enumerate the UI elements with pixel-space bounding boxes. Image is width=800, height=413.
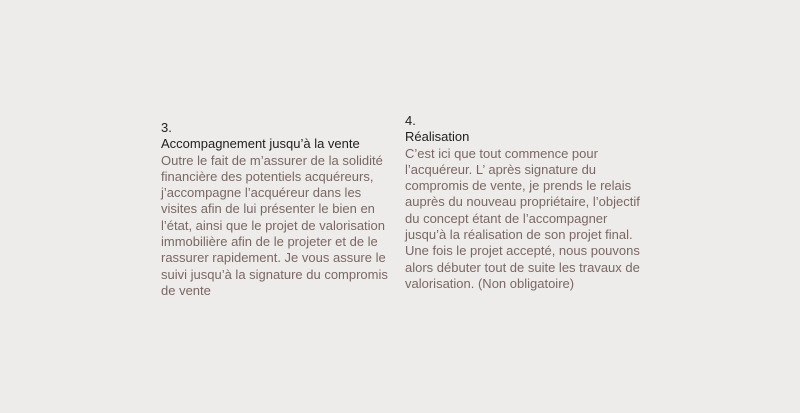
step-4-block xyxy=(405,113,640,292)
description-line: Une fois le projet accepté, nous pouvons xyxy=(405,243,640,259)
step-3-block xyxy=(161,120,391,299)
description-line: l’acquéreur. L’ après signature du xyxy=(405,161,597,177)
description-line: de vente xyxy=(161,282,211,298)
step-description xyxy=(405,145,640,293)
description-line: alors débuter tout de suite les travaux de xyxy=(405,259,640,275)
description-line: immobilière afin de le projeter et de le xyxy=(161,234,378,250)
description-line: jusqu’à la réalisation de son projet final. xyxy=(405,227,633,243)
description-line: visites afin de lui présenter le bien en xyxy=(161,201,375,217)
description-line: suivi jusqu’à la signature du compromis xyxy=(161,266,388,282)
description-line: l’état, ainsi que le projet de valorisation xyxy=(161,217,386,233)
description-line: du concept étant de l’accompagner xyxy=(405,210,608,226)
step-description xyxy=(161,153,391,300)
description-line: j’accompagne l’acquéreur dans les xyxy=(161,185,362,201)
step-number: 3. xyxy=(161,120,172,135)
description-line: auprès du nouveau propriétaire, l’objectif xyxy=(405,194,640,210)
description-line: compromis de vente, je prends le relais xyxy=(405,178,632,194)
description-line: rassurer rapidement. Je vous assure le xyxy=(161,250,386,266)
description-line: Outre le fait de m’assurer de la solidité xyxy=(161,152,383,168)
step-title: Accompagnement jusqu’à la vente xyxy=(161,136,360,152)
step-number: 4. xyxy=(405,113,416,128)
description-line: financière des potentiels acquéreurs, xyxy=(161,168,374,184)
description-line: valorisation. (Non obligatoire) xyxy=(405,275,575,291)
step-title: Réalisation xyxy=(405,129,470,145)
description-line: C’est ici que tout commence pour xyxy=(405,145,598,161)
